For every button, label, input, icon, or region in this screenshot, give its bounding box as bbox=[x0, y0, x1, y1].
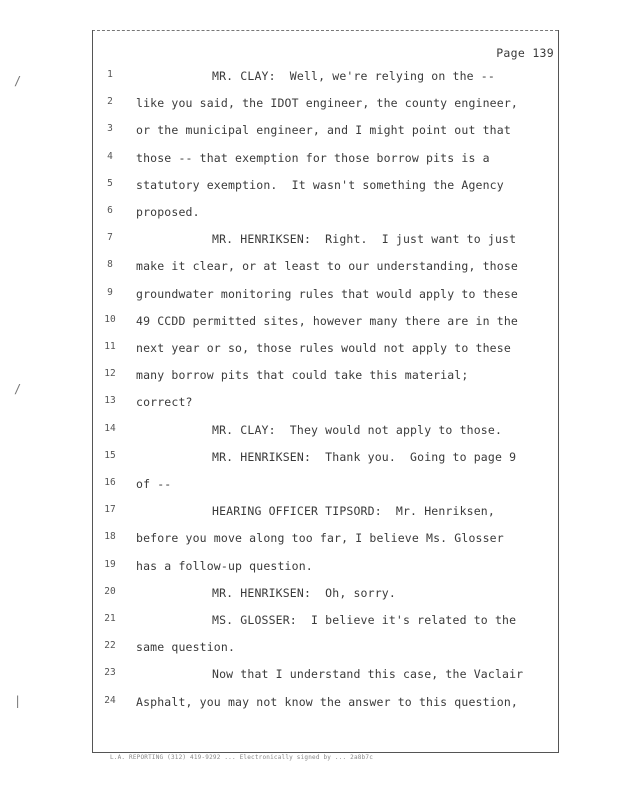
line-text: MR. CLAY: Well, we're relying on the -- bbox=[212, 69, 495, 83]
line-text: before you move along too far, I believe Ms. Glosser bbox=[136, 531, 504, 546]
line-number: 10 bbox=[104, 313, 116, 325]
line-number: 19 bbox=[104, 558, 116, 570]
transcript-line bbox=[0, 695, 618, 715]
transcript-line bbox=[0, 477, 618, 497]
transcript-line bbox=[0, 450, 618, 470]
transcript-line bbox=[0, 178, 618, 198]
line-number: 20 bbox=[104, 585, 116, 597]
line-number: 17 bbox=[104, 504, 116, 516]
line-text: HEARING OFFICER TIPSORD: Mr. Henriksen, bbox=[212, 504, 495, 519]
line-number: 23 bbox=[104, 667, 116, 679]
line-text: 49 CCDD permitted sites, however many there are in the bbox=[136, 313, 518, 328]
line-text: correct? bbox=[136, 395, 193, 410]
line-number: 7 bbox=[107, 232, 113, 244]
line-number: 12 bbox=[104, 368, 116, 380]
line-text: make it clear, or at least to our understanding, those bbox=[136, 259, 518, 274]
line-text: MR. HENRIKSEN: Right. I just want to just bbox=[212, 232, 517, 247]
line-text: statutory exemption. It wasn't something the Agency bbox=[136, 177, 504, 192]
line-text: Asphalt, you may not know the answer to this question, bbox=[136, 694, 518, 709]
line-number: 1 bbox=[107, 69, 113, 80]
line-number: 13 bbox=[104, 395, 116, 407]
line-text: same question. bbox=[136, 640, 236, 655]
line-number: 11 bbox=[104, 341, 116, 352]
line-text: Now that I understand this case, the Vaclair bbox=[212, 667, 524, 682]
transcript-line bbox=[0, 559, 618, 579]
line-text: MR. CLAY: They would not apply to those. bbox=[212, 422, 503, 437]
transcript-line bbox=[0, 368, 618, 388]
line-text: MR. HENRIKSEN: Oh, sorry. bbox=[212, 585, 396, 600]
transcript-line bbox=[0, 395, 618, 415]
line-number: 3 bbox=[107, 123, 113, 135]
transcript-line bbox=[0, 205, 618, 225]
line-text: has a follow-up question. bbox=[136, 558, 313, 573]
margin-mark: | bbox=[14, 694, 22, 708]
transcript-line bbox=[0, 151, 618, 171]
line-text: MS. GLOSSER: I believe it's related to the bbox=[212, 613, 517, 627]
line-text: like you said, the IDOT engineer, the county engineer, bbox=[136, 96, 518, 111]
line-number: 4 bbox=[107, 150, 113, 162]
line-number: 9 bbox=[107, 286, 113, 298]
line-text: of -- bbox=[136, 477, 172, 491]
line-text: those -- that exemption for those borrow pits is a bbox=[136, 150, 490, 165]
page-number: Page 139 bbox=[496, 46, 554, 60]
margin-mark: / bbox=[14, 74, 22, 88]
line-text: proposed. bbox=[136, 205, 200, 219]
line-number: 22 bbox=[104, 640, 116, 652]
line-text: MR. HENRIKSEN: Thank you. Going to page 9 bbox=[212, 449, 517, 464]
line-number: 2 bbox=[107, 96, 113, 108]
transcript-line bbox=[0, 69, 618, 89]
line-text: or the municipal engineer, and I might point out that bbox=[136, 123, 511, 138]
transcript-line bbox=[0, 613, 618, 633]
line-number: 18 bbox=[104, 531, 116, 543]
transcript-line bbox=[0, 341, 618, 361]
transcript-line bbox=[0, 531, 618, 551]
line-text: many borrow pits that could take this material; bbox=[136, 368, 469, 383]
line-number: 6 bbox=[107, 205, 113, 216]
transcript-line bbox=[0, 640, 618, 660]
line-number: 5 bbox=[107, 177, 113, 189]
transcript-line bbox=[0, 667, 618, 687]
line-number: 21 bbox=[104, 613, 116, 624]
transcript-line bbox=[0, 423, 618, 443]
line-number: 16 bbox=[104, 477, 116, 488]
transcript-line bbox=[0, 586, 618, 606]
transcript-line bbox=[0, 314, 618, 334]
transcript-line bbox=[0, 287, 618, 307]
footer-text: L.A. REPORTING (312) 419-9292 ... Electronically signed by ... 2a8b7c bbox=[110, 754, 374, 761]
transcript-line bbox=[0, 504, 618, 524]
transcript-line bbox=[0, 259, 618, 279]
line-number: 24 bbox=[104, 694, 116, 706]
line-text: next year or so, those rules would not apply to these bbox=[136, 341, 511, 355]
transcript-line bbox=[0, 123, 618, 143]
transcript-line bbox=[0, 96, 618, 116]
line-text: groundwater monitoring rules that would apply to these bbox=[136, 286, 518, 301]
line-number: 15 bbox=[104, 449, 116, 461]
transcript-line bbox=[0, 232, 618, 252]
line-number: 14 bbox=[104, 422, 116, 434]
line-number: 8 bbox=[107, 259, 113, 271]
margin-mark: / bbox=[14, 382, 22, 396]
